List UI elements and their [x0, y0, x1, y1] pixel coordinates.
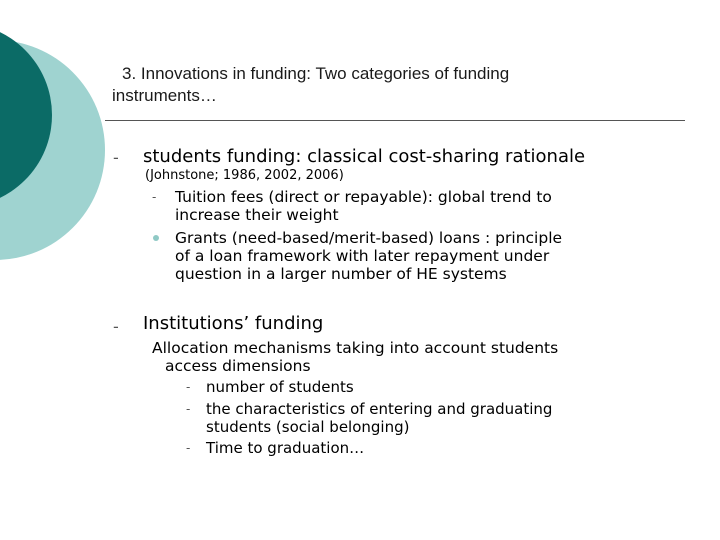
- title-divider: [105, 120, 685, 121]
- item-4-line-2: students (social belonging): [206, 418, 410, 436]
- item-1-marker: -: [152, 190, 157, 204]
- item-3-line-1: number of students: [206, 378, 354, 396]
- item-4-line-1: the characteristics of entering and graduating: [206, 400, 553, 418]
- section-2-subheading-line-2: access dimensions: [165, 357, 311, 375]
- title-line-1: 3. Innovations in funding: Two categories of funding: [122, 64, 510, 83]
- item-5-line-1: Time to graduation…: [206, 439, 365, 457]
- section-2-marker: -: [113, 317, 119, 336]
- section-1-citation: (Johnstone; 1986, 2002, 2006): [145, 168, 344, 183]
- item-1-line-1: Tuition fees (direct or repayable): global trend to: [175, 188, 552, 206]
- slide-title: [112, 63, 672, 107]
- item-3-marker: -: [186, 380, 191, 394]
- item-2-line-1: Grants (need-based/merit-based) loans : principle: [175, 229, 563, 247]
- item-5-marker: -: [186, 441, 191, 455]
- section-1-marker: -: [113, 148, 119, 167]
- dot-icon: [153, 235, 159, 241]
- item-1-line-2: increase their weight: [175, 206, 339, 224]
- section-2-heading: Institutions’ funding: [143, 313, 324, 334]
- section-2-subheading-line-1: Allocation mechanisms taking into account students: [152, 339, 559, 357]
- section-1-heading: students funding: classical cost-sharing rationale: [143, 146, 586, 167]
- title-line-2: instruments…: [112, 86, 217, 105]
- item-2-line-3: question in a larger number of HE systems: [175, 265, 507, 283]
- decorative-circles: [0, 0, 110, 300]
- item-4-marker: -: [186, 402, 191, 416]
- item-2-line-2: of a loan framework with later repayment under: [175, 247, 550, 265]
